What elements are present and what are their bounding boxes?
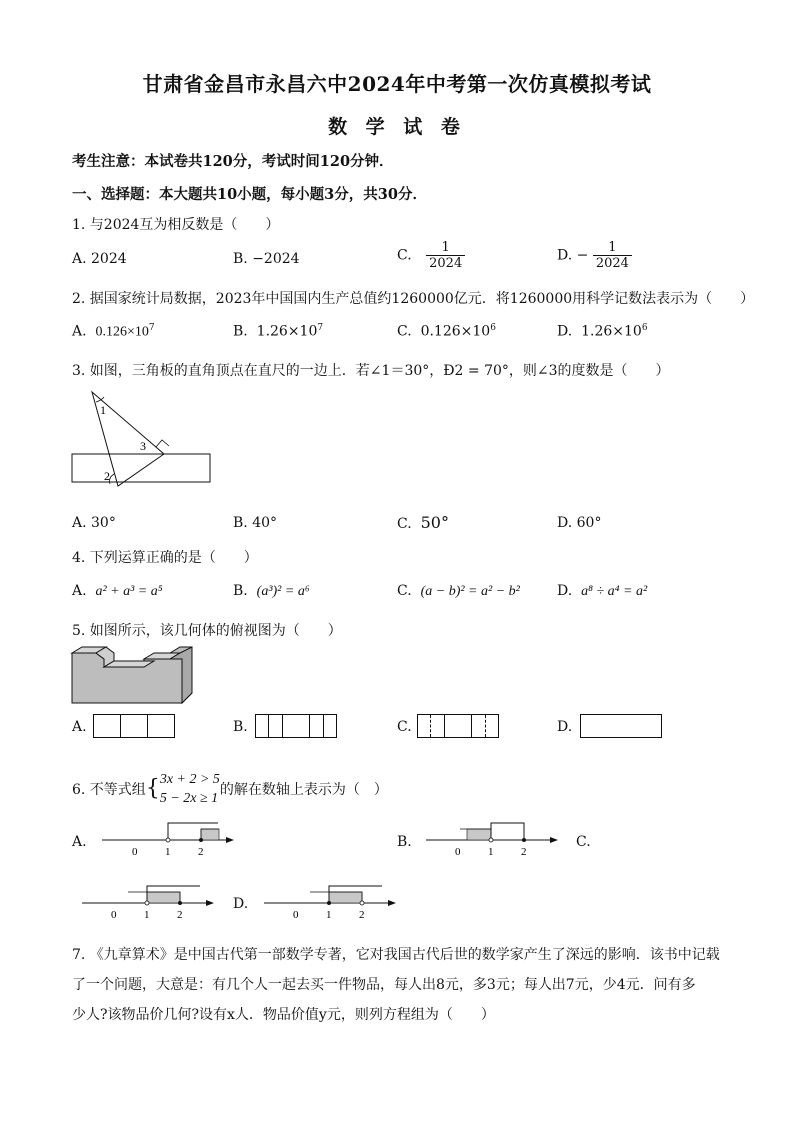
q3-c-label: C.	[397, 516, 412, 532]
q5-option-c-label: C.	[397, 719, 412, 735]
q5-option-c-box	[417, 714, 499, 738]
q1-option-c-fraction	[426, 240, 465, 271]
q4-option-c	[397, 583, 520, 600]
q1-option-d-label: D. −	[557, 247, 589, 264]
tick-0: 0	[111, 909, 117, 921]
q2-b-exp: 7	[317, 323, 324, 333]
question-7-line-3: 少人?该物品价几何?设有x人．物品价值y元，则列方程组为（ ）	[72, 1007, 495, 1023]
triangle-ruler-figure	[70, 388, 215, 488]
q4-option-a	[72, 583, 163, 600]
tick-2: 2	[521, 846, 527, 858]
q2-option-c	[397, 323, 496, 340]
q1-option-d	[557, 240, 632, 271]
tick-1: 1	[326, 909, 332, 921]
q4-b-label: B.	[233, 583, 248, 599]
q3-option-d: D. 60°	[557, 515, 602, 531]
q6-brace: {	[145, 776, 160, 801]
q6-option-a-numberline	[100, 818, 235, 860]
angle-1-label: 1	[100, 403, 106, 417]
tick-2: 2	[198, 846, 204, 858]
q2-a-exp: 7	[148, 323, 155, 333]
q4-d-label: D.	[557, 583, 573, 599]
q6-option-d-label: D.	[233, 896, 249, 912]
q1-c-denominator: 2024	[429, 256, 463, 271]
right-angle-mark	[156, 440, 169, 447]
angle-3-label: 3	[140, 439, 146, 453]
q6-inequality-1: 3x + 2 > 5	[159, 772, 220, 787]
q2-option-d	[557, 323, 648, 340]
section-heading: 一、选择题：本大题共10小题，每小题3分，共30分．	[72, 186, 427, 203]
tick-0: 0	[293, 909, 299, 921]
tick-1: 1	[144, 909, 150, 921]
tick-0: 0	[132, 846, 138, 858]
q6-inequality-2: 5 − 2x ≥ 1	[159, 791, 219, 806]
angle-2-label: 2	[104, 469, 110, 483]
q2-d-exp: 6	[641, 323, 648, 333]
q1-option-b: B. −2024	[233, 251, 300, 267]
q2-b-base: 1.26×10	[256, 323, 318, 340]
tick-1: 1	[488, 846, 494, 858]
q5-option-a-box	[93, 714, 175, 738]
tick-0: 0	[455, 846, 461, 858]
tick-1: 1	[165, 846, 171, 858]
q5-option-d-label: D.	[557, 719, 573, 735]
q2-a-base: 0.126×10	[95, 324, 149, 340]
q5-option-b-label: B.	[233, 719, 248, 735]
q2-b-label: B.	[233, 323, 248, 340]
q4-option-b	[233, 583, 310, 600]
question-3-stem: 3. 如图，三角板的直角顶点在直尺的一边上．若∠1＝30°，Ð2 = 70°，则∠3的度数是（ ）	[72, 363, 670, 379]
q1-d-denominator: 2024	[595, 256, 629, 271]
q6-system	[160, 770, 220, 808]
q4-c-label: C.	[397, 583, 412, 599]
q2-option-a	[72, 323, 155, 341]
q1-option-a: A. 2024	[72, 251, 127, 267]
tick-2: 2	[177, 909, 183, 921]
ruler-shape	[72, 454, 210, 482]
q4-a-label: A.	[72, 583, 87, 599]
question-7-line-2: 了一个问题，大意是：有几个人一起去买一件物品，每人出8元，多3元；每人出7元，少4元．问有多	[72, 977, 696, 993]
q1-c-numerator: 1	[426, 240, 465, 256]
q3-option-b: B. 40°	[233, 515, 278, 531]
solid-3d-figure	[70, 645, 195, 705]
q1-option-c	[397, 240, 465, 271]
question-4-stem: 4. 下列运算正确的是（ ）	[72, 550, 258, 566]
q6-option-c-numberline	[80, 881, 215, 923]
q3-option-a: A. 30°	[72, 515, 116, 531]
q5-option-d-box	[580, 714, 662, 738]
q2-d-label: D.	[557, 323, 573, 340]
question-6-stem	[72, 770, 388, 808]
q6-option-b-label: B.	[397, 834, 412, 850]
q4-c-expr: (a − b)² = a² − b²	[420, 584, 520, 599]
q2-c-base: 0.126×10	[420, 323, 491, 340]
q2-d-base: 1.26×10	[581, 323, 642, 340]
q2-option-b	[233, 323, 323, 340]
q3-option-c	[397, 513, 449, 532]
q6-option-b-numberline	[424, 818, 559, 860]
q6-option-d-numberline	[262, 881, 397, 923]
question-1-stem: 1. 与2024互为相反数是（ ）	[72, 217, 280, 233]
exam-subtitle: 数 学 试 卷	[328, 116, 466, 138]
q4-option-d	[557, 583, 647, 600]
q5-option-a-label: A.	[72, 719, 87, 735]
q2-c-exp: 6	[490, 323, 496, 333]
exam-notice: 考生注意：本试卷共120分，考试时间120分钟．	[72, 153, 394, 170]
q5-option-b-box	[255, 714, 337, 738]
q1-option-c-label: C.	[397, 247, 412, 264]
q4-a-expr: a² + a³ = a⁵	[95, 584, 163, 599]
q4-b-expr: (a³)² = a⁶	[256, 584, 310, 599]
q6-option-a-label: A.	[72, 834, 87, 850]
q2-c-label: C.	[397, 323, 412, 340]
q6-stem-pre: 6. 不等式组	[72, 782, 146, 798]
q4-d-expr: a⁸ ÷ a⁴ = a²	[581, 584, 648, 599]
q2-a-label: A.	[72, 323, 87, 340]
exam-title: 甘肃省金昌市永昌六中2024年中考第一次仿真模拟考试	[142, 72, 652, 96]
q3-c-value: 50°	[420, 513, 449, 532]
q1-option-d-fraction	[593, 240, 632, 271]
q6-option-c-label: C.	[576, 834, 591, 850]
question-7-line-1: 7. 《九章算术》是中国古代第一部数学专著，它对我国古代后世的数学家产生了深远的影响．该书中记载	[72, 947, 720, 963]
question-5-stem: 5. 如图所示，该几何体的俯视图为（ ）	[72, 623, 342, 639]
q6-stem-post: 的解在数轴上表示为（ ）	[219, 782, 388, 798]
question-2-stem: 2. 据国家统计局数据，2023年中国国内生产总值约1260000亿元．将1260000用科学记数法表示为（ ）	[72, 291, 755, 307]
tick-2: 2	[359, 909, 365, 921]
q1-d-numerator: 1	[593, 240, 632, 256]
